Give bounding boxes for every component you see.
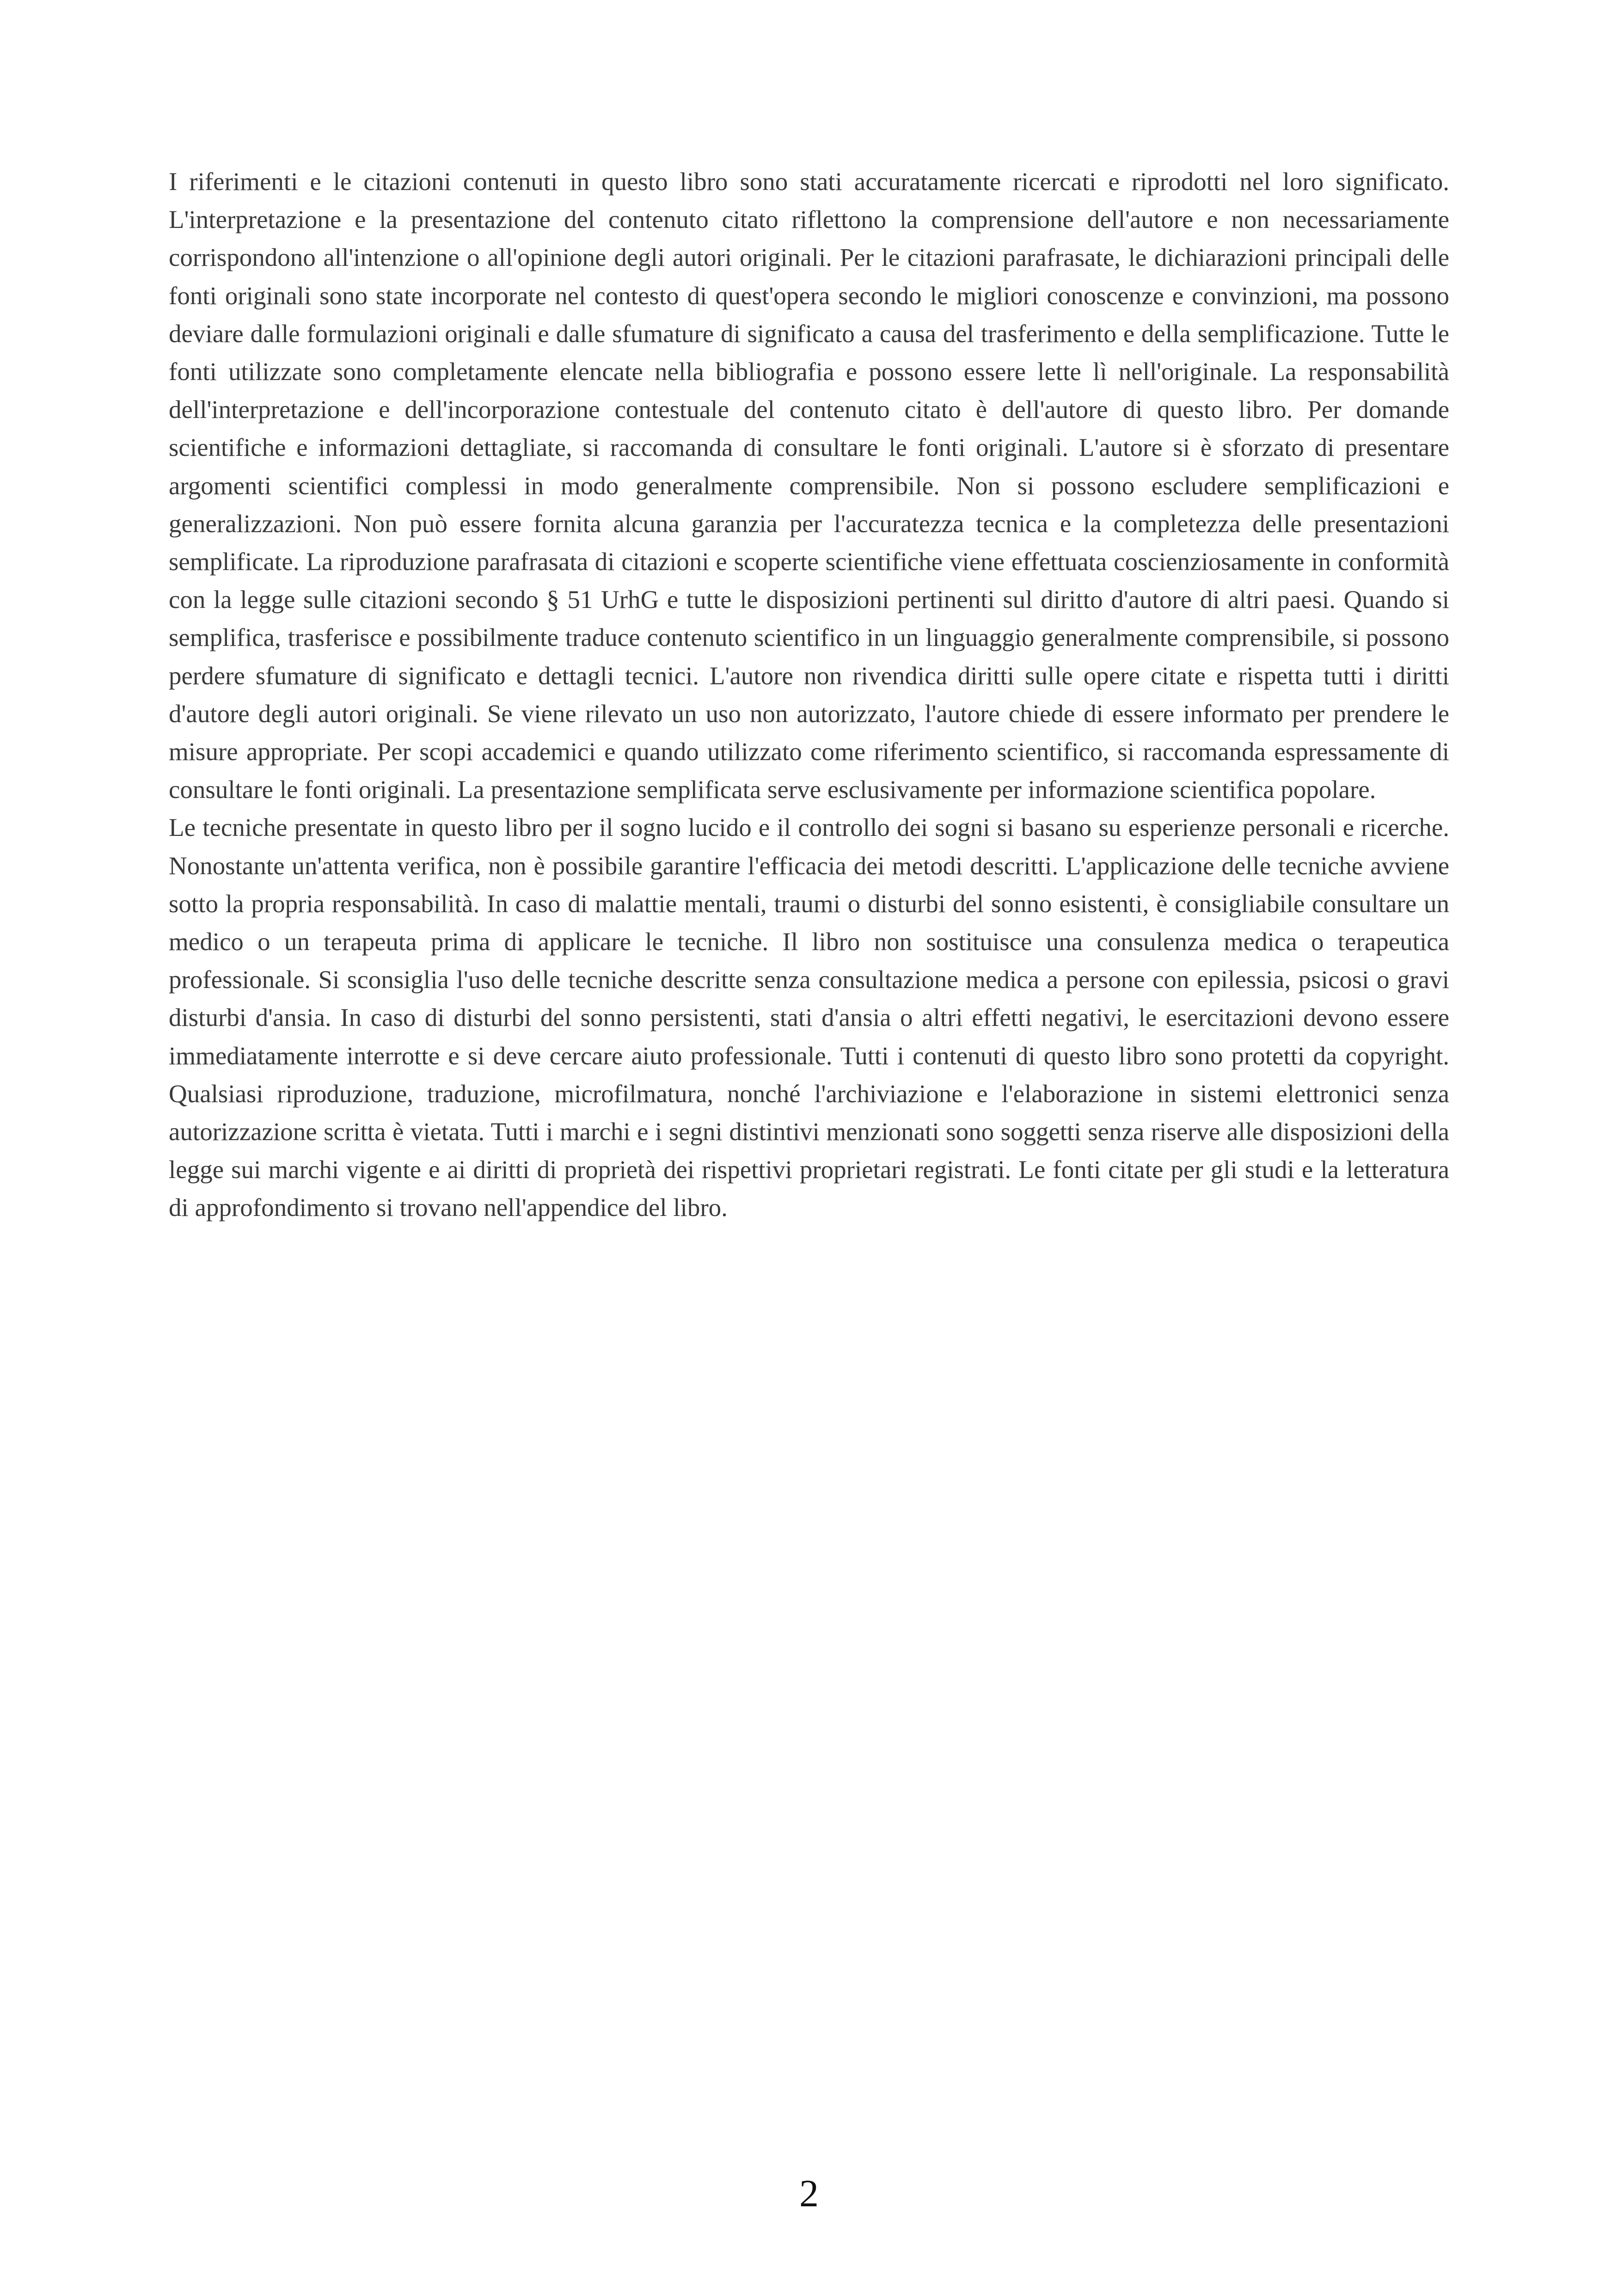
paragraph-techniques-disclaimer: Le tecniche presentate in questo libro per il sogno lucido e il controllo dei sogni si basano su esperienze personali e ricerche. Nonostante un'attenta verifica, non è possibile garantire l'efficacia dei metodi descritti. L'applicazione delle tecniche avviene sotto la propria responsabilità. In caso di malattie mentali, traumi o disturbi del sonno esistenti, è consigliabile consultare un medico o un terapeuta prima di applicare le tecniche. Il libro non sostituisce una consulenza medica o terapeutica professionale. Si sconsiglia l'uso delle tecniche descritte senza consultazione medica a persone con epilessia, psicosi o gravi disturbi d'ansia. In caso di disturbi del sonno persistenti, stati d'ansia o altri effetti negativi, le esercitazioni devono essere immediatamente interrotte e si deve cercare aiuto professionale. Tutti i contenuti di questo libro sono protetti da copyright. Qualsiasi riproduzione, traduzione, microfilmatura, nonché l'archiviazione e l'elaborazione in sistemi elettronici senza autorizzazione scritta è vietata. Tutti i marchi e i segni distintivi menzionati sono soggetti senza riserve alle disposizioni della legge sui marchi vigente e ai diritti di proprietà dei rispettivi proprietari registrati. Le fonti citate per gli studi e la letteratura di approfondimento si trovano nell'appendice del libro. [169,813,1449,1222]
page-number: 2 [799,2172,819,2215]
body-text [169,163,1449,1227]
paragraph-citations-disclaimer: I riferimenti e le citazioni contenuti in questo libro sono stati accuratamente ricercati e riprodotti nel loro significato. L'interpretazione e la presentazione del contenuto citato riflettono la comprensione dell'autore e non necessariamente corrispondono all'intenzione o all'opinione degli autori originali. Per le citazioni parafrasate, le dichiarazioni principali delle fonti originali sono state incorporate nel contesto di quest'opera secondo le migliori conoscenze e convinzioni, ma possono deviare dalle formulazioni originali e dalle sfumature di significato a causa del trasferimento e della semplificazione. Tutte le fonti utilizzate sono completamente elencate nella bibliografia e possono essere lette lì nell'originale. La responsabilità dell'interpretazione e dell'incorporazione contestuale del contenuto citato è dell'autore di questo libro. Per domande scientifiche e informazioni dettagliate, si raccomanda di consultare le fonti originali. L'autore si è sforzato di presentare argomenti scientifici complessi in modo generalmente comprensibile. Non si possono escludere semplificazioni e generalizzazioni. Non può essere fornita alcuna garanzia per l'accuratezza tecnica e la completezza delle presentazioni semplificate. La riproduzione parafrasata di citazioni e scoperte scientifiche viene effettuata coscienziosamente in conformità con la legge sulle citazioni secondo § 51 UrhG e tutte le disposizioni pertinenti sul diritto d'autore di altri paesi. Quando si semplifica, trasferisce e possibilmente traduce contenuto scientifico in un linguaggio generalmente comprensibile, si possono perdere sfumature di significato e dettagli tecnici. L'autore non rivendica diritti sulle opere citate e rispetta tutti i diritti d'autore degli autori originali. Se viene rilevato un uso non autorizzato, l'autore chiede di essere informato per prendere le misure appropriate. Per scopi accademici e quando utilizzato come riferimento scientifico, si raccomanda espressamente di consultare le fonti originali. La presentazione semplificata serve esclusivamente per informazione scientifica popolare. [169,167,1449,804]
